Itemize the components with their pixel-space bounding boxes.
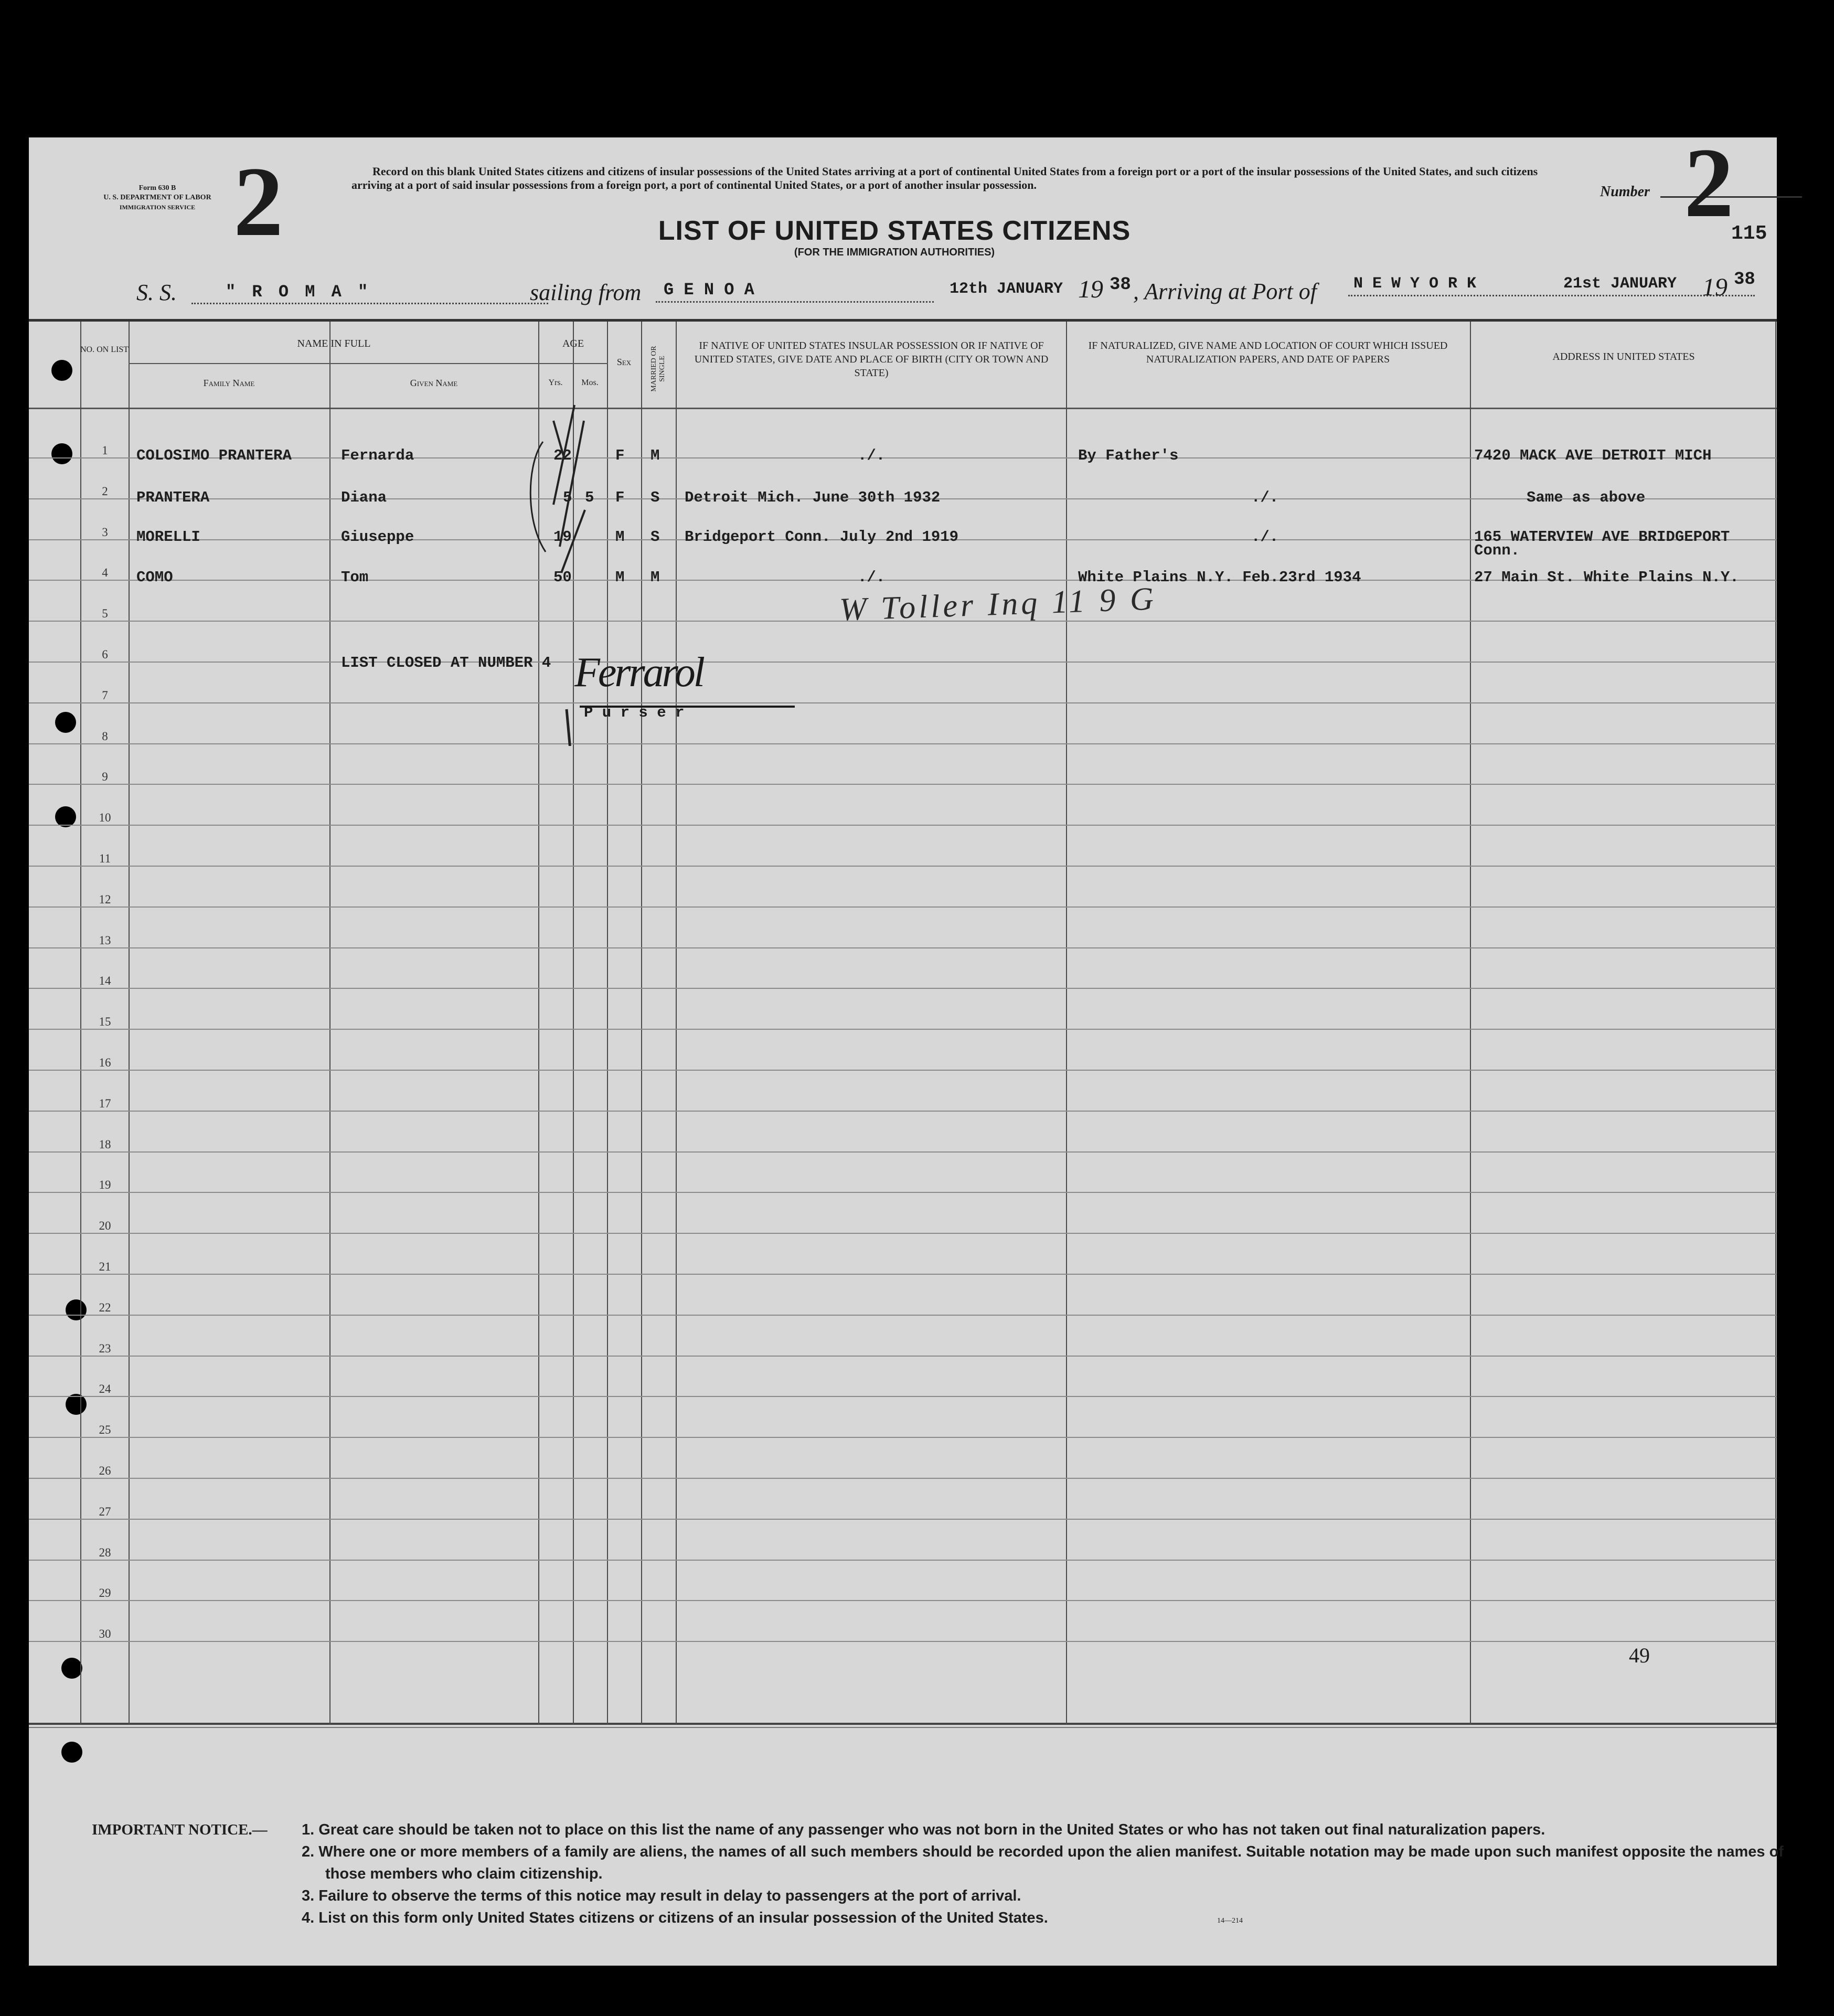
row-rule — [29, 1029, 1777, 1030]
sex-cell: M — [615, 569, 625, 586]
address-cell: 165 WATERVIEW AVE BRIDGEPORT — [1474, 528, 1730, 546]
arrive-year-prefix: 19 — [1702, 273, 1728, 301]
depart-year: 38 — [1110, 275, 1131, 295]
age-years-cell: 50 — [553, 569, 572, 586]
naturalization-cell: By Father's — [1078, 447, 1179, 464]
arrive-date: 21st JANUARY — [1563, 275, 1677, 293]
page-subtitle: (FOR THE IMMIGRATION AUTHORITIES) — [794, 247, 995, 258]
notice-item-2: 2. Where one or more members of a family are aliens, the names of all such members should be recorded upon the alien manifest. Suitable notation may be made upon such manifest opposite the names of those members who claim citizenship. — [302, 1843, 1784, 1882]
row-rule — [29, 1111, 1777, 1112]
given-name-cell: Tom — [341, 569, 369, 586]
page-count: 49 — [1629, 1644, 1650, 1667]
row-number: 14 — [99, 974, 111, 988]
family-name-cell: PRANTERA — [136, 489, 210, 506]
row-rule — [29, 784, 1777, 785]
row-number: 22 — [99, 1300, 111, 1314]
naturalization-cell: White Plains N.Y. Feb.23rd 1934 — [1078, 569, 1361, 586]
port-to: N E W Y O R K — [1353, 275, 1477, 293]
marital-status-cell: S — [651, 489, 660, 506]
number-label: Number — [1600, 184, 1650, 200]
sex-cell: F — [615, 489, 625, 506]
sailing-label: sailing from — [530, 280, 642, 305]
arrive-year: 38 — [1734, 270, 1755, 290]
row-rule — [29, 825, 1777, 826]
row-number: 8 — [102, 729, 108, 743]
naturalization-cell: ./. — [1251, 528, 1279, 546]
row-number: 17 — [99, 1096, 111, 1110]
row-number: 27 — [99, 1505, 111, 1518]
row-number: 30 — [99, 1627, 111, 1641]
handwritten-note: W Toller Inq 11 9 G — [838, 581, 1157, 628]
age-years-cell: 5 — [563, 489, 572, 506]
native-birth-cell: Bridgeport Conn. July 2nd 1919 — [685, 528, 959, 546]
row-number: 20 — [99, 1219, 111, 1233]
given-name-cell: Fernarda — [341, 447, 414, 464]
col-header-family-name: Family Name — [203, 378, 255, 388]
purser-label: P u r s e r — [584, 704, 685, 721]
marital-status-cell: M — [651, 447, 660, 464]
table-row — [29, 525, 1777, 565]
family-name-cell: COLOSIMO PRANTERA — [136, 447, 292, 464]
row-number: 21 — [99, 1260, 111, 1273]
depart-date: 12th JANUARY — [950, 280, 1063, 298]
row-number: 16 — [99, 1056, 111, 1069]
address-cell: 27 Main St. White Plains N.Y. — [1474, 569, 1739, 586]
row-number: 1 — [102, 444, 108, 457]
number-value: 2 — [1684, 128, 1734, 238]
port-from: G E N O A — [664, 280, 754, 300]
row-rule — [29, 1151, 1777, 1153]
sex-cell: M — [615, 528, 625, 546]
row-rule — [29, 988, 1777, 989]
col-header-married-single: MARRIED OR SINGLE — [650, 346, 666, 392]
given-name-cell: Diana — [341, 489, 387, 506]
notice-footer-code: 14—214 — [1217, 1917, 1243, 1925]
row-number: 3 — [102, 525, 108, 539]
table-row — [29, 447, 1777, 484]
col-header-yrs: Yrs. — [548, 378, 563, 387]
row-number: 12 — [99, 892, 111, 906]
row-rule — [29, 906, 1777, 908]
arriving-label: , Arriving at Port of — [1133, 279, 1317, 304]
col-header-given-name: Given Name — [410, 378, 458, 388]
form-number: Form 630 B — [138, 184, 176, 192]
row-number: 10 — [99, 811, 111, 825]
row-rule — [29, 1192, 1777, 1193]
notice-item-1: 1. Great care should be taken not to place on this list the name of any passenger who was not born in the United States or who has not taken out final naturalization papers. — [302, 1821, 1545, 1838]
row-number: 18 — [99, 1137, 111, 1151]
col-header-sex: Sex — [616, 357, 632, 367]
purser-signature: Ferrarol — [574, 649, 703, 696]
manifest-sheet — [29, 128, 1784, 1966]
col-header-name-in-full: NAME IN FULL — [297, 338, 371, 349]
col-header-address: ADDRESS IN UNITED STATES — [1552, 351, 1695, 362]
row-number: 7 — [102, 688, 108, 702]
row-rule — [29, 1641, 1777, 1642]
row-number: 2 — [102, 484, 108, 498]
row-number: 6 — [102, 648, 108, 661]
notice-item-4: 4. List on this form only United States citizens or citizens of an insular possession of the United States. — [302, 1910, 1048, 1926]
instructions-text: Record on this blank United States citizens and citizens of insular possessions of the United States arriving at a port of continental United States from a foreign port or a port of the insular possessions of the United States, and such citizens arriving at a port of said insular possessions from a foreign port, a port of continental United States, or a port of another insular possession. — [351, 165, 1538, 191]
row-rule — [29, 1070, 1777, 1071]
age-years-cell: 22 — [553, 447, 572, 464]
row-rule — [29, 1315, 1777, 1316]
row-rule — [29, 1356, 1777, 1357]
table-row — [29, 489, 1777, 526]
page-stamp: 115 — [1731, 222, 1767, 245]
sex-cell: F — [615, 447, 625, 464]
department: U. S. DEPARTMENT OF LABOR — [103, 194, 211, 201]
row-rule — [29, 1233, 1777, 1234]
list-closed-text: LIST CLOSED AT NUMBER 4 — [341, 654, 551, 671]
passenger-rows — [29, 137, 1777, 767]
marital-status-cell: S — [651, 528, 660, 546]
notice-heading: IMPORTANT NOTICE.— — [92, 1821, 268, 1838]
row-number: 24 — [99, 1382, 111, 1396]
address-cell: 7420 MACK AVE DETROIT MICH — [1474, 447, 1712, 464]
ss-label: S. S. — [136, 280, 177, 305]
row-rule — [29, 1274, 1777, 1275]
row-rule — [29, 866, 1777, 867]
row-rule — [29, 1560, 1777, 1561]
col-header-age: AGE — [562, 338, 584, 349]
row-number: 29 — [99, 1586, 111, 1600]
family-name-cell: COMO — [136, 569, 173, 586]
service: IMMIGRATION SERVICE — [119, 204, 196, 211]
depart-year-prefix: 19 — [1078, 275, 1103, 303]
marital-status-cell: M — [651, 569, 660, 586]
col-header-native: IF NATIVE OF UNITED STATES INSULAR POSSESSION OR IF NATIVE OF UNITED STATES, GIVE DATE AND PLACE OF BIRTH (CITY OR TOWN AND STATE) — [694, 340, 1049, 379]
native-birth-cell: Detroit Mich. June 30th 1932 — [685, 489, 941, 506]
row-rule — [29, 1478, 1777, 1479]
native-birth-cell: ./. — [858, 569, 886, 586]
row-number: 25 — [99, 1423, 111, 1437]
row-number: 15 — [99, 1015, 111, 1029]
age-years-cell: 19 — [553, 528, 572, 546]
row-number: 11 — [99, 852, 111, 865]
ship-name: " R O M A " — [226, 282, 371, 302]
row-rule — [29, 1519, 1777, 1520]
row-number: 28 — [99, 1545, 111, 1559]
col-header-mos: Mos. — [581, 378, 599, 387]
row-rule — [29, 1396, 1777, 1397]
row-number: 23 — [99, 1341, 111, 1355]
notice-item-3: 3. Failure to observe the terms of this notice may result in delay to passengers at the port of arrival. — [302, 1887, 1021, 1904]
age-months-cell: 5 — [585, 489, 594, 506]
row-number: 5 — [102, 607, 108, 621]
naturalization-cell: ./. — [1251, 489, 1279, 506]
address-cell-line2: Conn. — [1474, 542, 1520, 559]
native-birth-cell: ./. — [858, 447, 886, 464]
given-name-cell: Giuseppe — [341, 528, 414, 546]
page-title: LIST OF UNITED STATES CITIZENS — [658, 216, 1131, 246]
row-rule — [29, 1600, 1777, 1601]
col-header-naturalized: IF NATURALIZED, GIVE NAME AND LOCATION OF COURT WHICH ISSUED NATURALIZATION PAPERS, AND DATE OF PAPERS — [1088, 340, 1448, 365]
row-rule — [29, 1437, 1777, 1438]
row-number: 9 — [102, 770, 108, 784]
address-cell: Same as above — [1527, 489, 1646, 506]
big-form-number: 2 — [233, 147, 283, 257]
family-name-cell: MORELLI — [136, 528, 200, 546]
col-header-no: NO. ON LIST — [80, 345, 129, 354]
row-number: 26 — [99, 1464, 111, 1477]
row-number: 13 — [99, 933, 111, 947]
row-rule — [29, 947, 1777, 948]
row-number: 19 — [99, 1178, 111, 1192]
row-number: 4 — [102, 566, 108, 580]
